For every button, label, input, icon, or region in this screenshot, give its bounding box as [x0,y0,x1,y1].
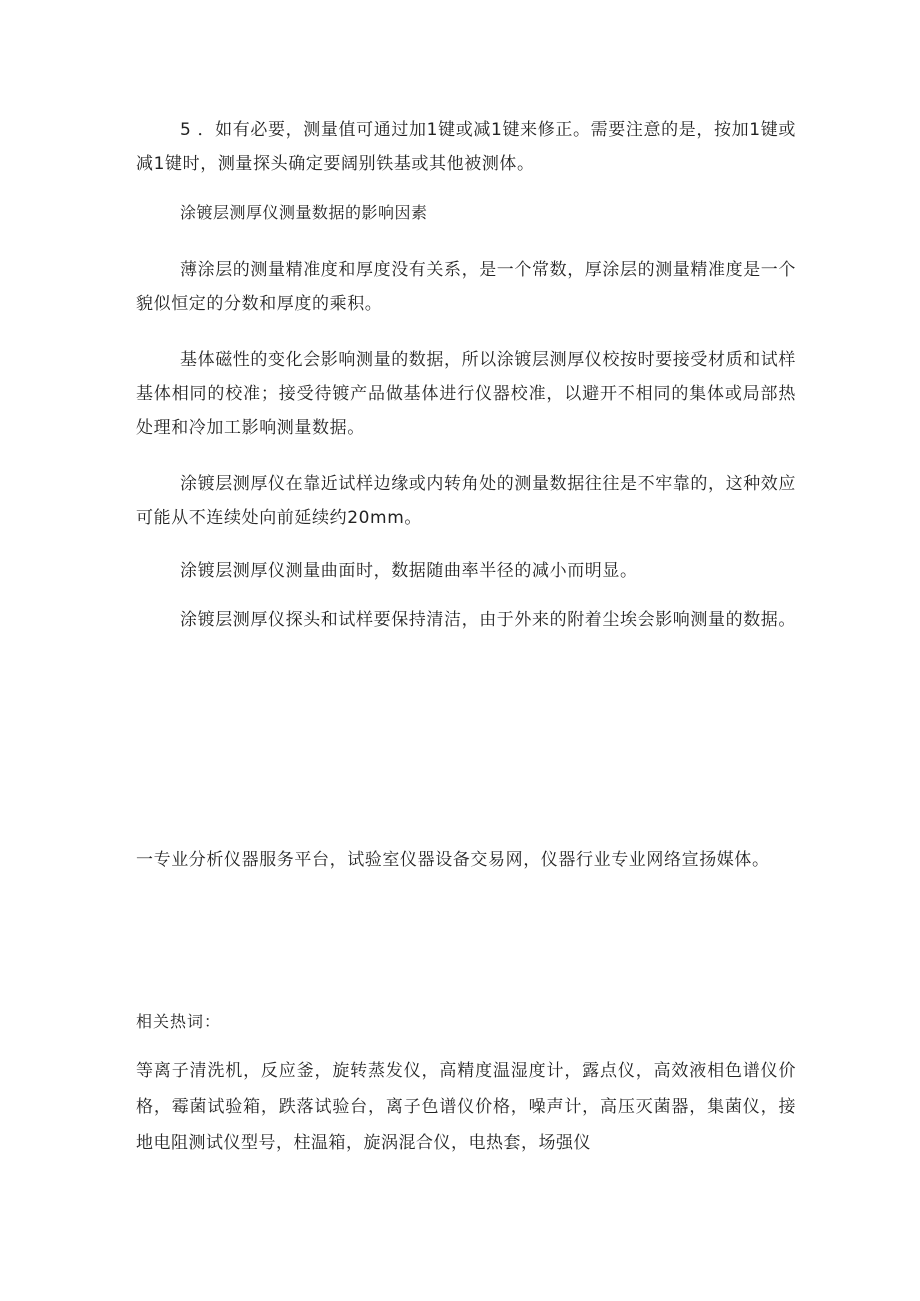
paragraph-correction-note: 5 ．如有必要，测量值可通过加1键或减1键来修正。需要注意的是，按加1键或减1键时，测量探头确定要阔别铁基或其他被测体。 [136,120,796,174]
related-keywords-label: 相关热词： [136,1012,222,1031]
related-keywords-list: 等离子清洗机，反应釜，旋转蒸发仪，高精度温湿度计，露点仪，高效液相色谱仪价格，霉菌试验箱，跌落试验台，离子色谱仪价格，噪声计，高压灭菌器，集菌仪，接地电阻测试仪型号，柱温箱，旋涡混合仪，电热套，场强仪 [136,1061,796,1153]
platform-description: 一专业分析仪器服务平台，试验室仪器设备交易网，仪器行业专业网络宣扬媒体。 [136,850,770,870]
paragraph-thin-coating-accuracy: 薄涂层的测量精准度和厚度没有关系，是一个常数，厚涂层的测量精准度是一个貌似恒定的分数和厚度的乘积。 [136,260,796,314]
paragraph-curved-surface: 涂镀层测厚仪测量曲面时，数据随曲率半径的减小而明显。 [180,561,638,581]
section-heading: 涂镀层测厚仪测量数据的影响因素 [180,203,428,222]
paragraph-cleanliness: 涂镀层测厚仪探头和试样要保持清洁，由于外来的附着尘埃会影响测量的数据。 [180,610,796,630]
paragraph-edge-effect: 涂镀层测厚仪在靠近试样边缘或内转角处的测量数据往往是不牢靠的，这种效应可能从不连续处向前延续约20mm。 [136,474,796,528]
paragraph-substrate-magnetism: 基体磁性的变化会影响测量的数据，所以涂镀层测厚仪校按时要接受材质和试样基体相同的校准；接受待镀产品做基体进行仪器校准，以避开不相同的集体或局部热处理和冷加工影响测量数据。 [136,350,796,438]
